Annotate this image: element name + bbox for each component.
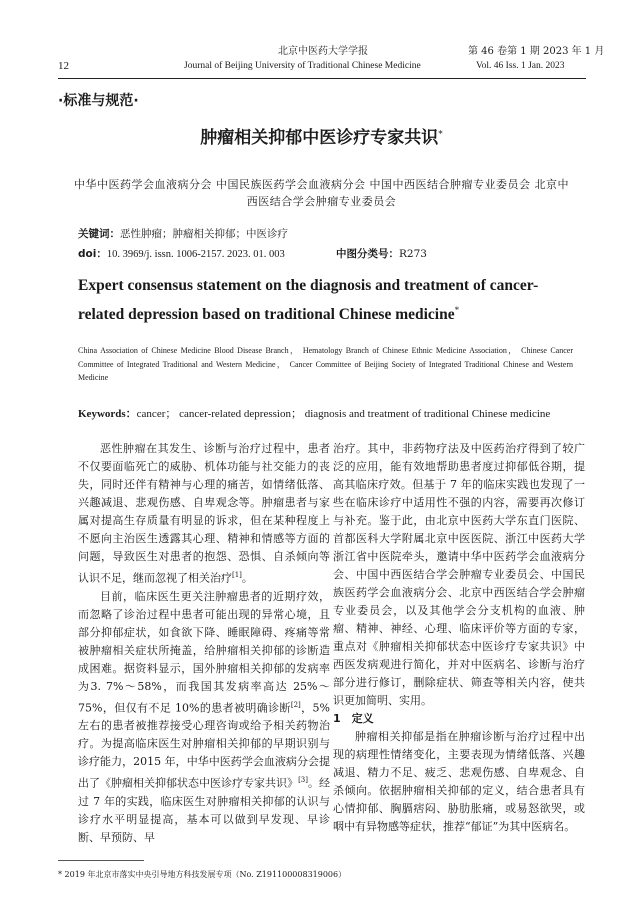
keywords-en-text: cancer； cancer-related depression； diagnosis and treatment of traditional Chinese medicine bbox=[136, 408, 551, 420]
text-run: 。 bbox=[241, 571, 253, 585]
keywords-cn bbox=[78, 226, 288, 241]
text-run: 。经过 7 年的实践，临床医生对肿瘤相关抑郁的认识与诊疗水平明显提高，基本可以做到早发现、早诊断、早预防、早 bbox=[78, 776, 331, 844]
footnote-rule bbox=[58, 860, 144, 861]
text-run: 目前，临床医生更关注肿瘤患者的近期疗效，而忽略了诊治过程中患者可能出现的异常心境，且部分抑郁症状，如食欲下降、睡眠障碍、疼痛等常被肿瘤相关症状所掩盖，给肿瘤相关抑郁的诊断造成困难。据资料显示，国外肿瘤相关抑郁的发病率为3. 7%～58%，而我国其发病率高达 25%～75%，但仅有不足 10%的患者被明确诊断 bbox=[78, 589, 330, 715]
doi bbox=[78, 246, 285, 261]
citation: [3] bbox=[298, 776, 308, 785]
keywords-cn-label: 关键词： bbox=[78, 228, 120, 240]
authors-cn: 中华中医药学会血液病分会 中国民族医药学会血液病分会 中国中西医结合肿瘤专业委员会 北京中西医结合学会肿瘤专业委员会 bbox=[74, 178, 569, 208]
article-title-cn bbox=[0, 123, 643, 148]
doi-label: doi： bbox=[78, 248, 107, 260]
clc-value: R273 bbox=[399, 248, 427, 260]
journal-name-en: Journal of Beijing University of Traditional Chinese Medicine bbox=[184, 61, 421, 71]
keywords-en bbox=[78, 405, 550, 421]
section-label: ·标准与规范· bbox=[58, 93, 139, 109]
citation: [2] bbox=[290, 700, 301, 709]
header-rule bbox=[58, 78, 586, 79]
title-cn-text: 肿瘤相关抑郁中医诊疗专家共识 bbox=[200, 128, 439, 148]
volume-info-en: Vol. 46 Iss. 1 Jan. 2023 bbox=[476, 61, 565, 71]
clc-number bbox=[336, 246, 427, 261]
citation: [1] bbox=[232, 571, 242, 579]
text-run: ，5%左右的患者被推荐接受心理咨询或给予相关药物治疗。为提高临床医生对肿瘤相关抑郁的早期识别与诊疗能力，2015 年，中华中医药学会血液病分会提出了《肿瘤相关抑郁状态中医诊疗专家共识》 bbox=[78, 701, 330, 790]
clc-label: 中图分类号： bbox=[336, 248, 399, 260]
keywords-en-label: Keywords： bbox=[78, 408, 137, 420]
title-en-text: Expert consensus statement on the diagnosis and treatment of cancer-related depression based on traditional Chinese medicine bbox=[78, 277, 539, 324]
keywords-cn-text: 恶性肿瘤；肿瘤相关抑郁；中医诊疗 bbox=[120, 228, 288, 240]
title-footnote-mark: * bbox=[438, 129, 443, 140]
journal-name-cn: 北京中医药大学学报 bbox=[278, 46, 368, 57]
footnote: * 2019 年北京市落实中央引导地方科技发展专项（No. Z191100008319006） bbox=[58, 870, 347, 879]
authors-en: China Association of Chinese Medicine Blood Disease Branch， Hematology Branch of Chinese Ethnic Medicine Association， Chinese Cancer Committee of Integrated Traditional and Western Medicine， Cancer Committee of Beijing Society of Integrated Traditional Chinese and Western Medicine bbox=[78, 346, 573, 382]
volume-info-cn: 第 46 卷第 1 期 2023 年 1 月 bbox=[468, 46, 605, 57]
body-column-right bbox=[333, 440, 585, 836]
article-title-en bbox=[78, 273, 578, 327]
paragraph: 肿瘤相关抑郁是指在肿瘤诊断与治疗过程中出现的病理性情绪变化，主要表现为情绪低落、兴趣减退、精力不足、疲乏、悲观伤感、自卑观念、自杀倾向。依据肿瘤相关抑郁的定义，结合患者具有心情抑郁、胸膈痞闷、胁肋胀痛，或易怒欲哭，或咽中有异物感等症状，推荐“郁证”为其中医病名。 bbox=[333, 730, 585, 833]
page-number: 12 bbox=[58, 60, 69, 72]
body-column-left bbox=[78, 440, 330, 847]
paragraph bbox=[78, 588, 330, 847]
paragraph bbox=[78, 440, 330, 588]
paragraph: 治疗。其中，非药物疗法及中医药治疗得到了较广泛的应用，能有效地帮助患者度过抑郁低谷期，提高其临床疗效。但基于 7 年的临床实践也发现了一些在临床诊疗中适用性不强的内容，需要再次修订与补充。鉴于此，由北京中医药大学东直门医院、首都医科大学附属北京中医医院、浙江中医药大学浙江省中医院牵头，邀请中华中医药学会血液病分会、中国中西医结合学会肿瘤专业委员会、中国民族医药学会血液病分会、北京中西医结合学会肿瘤专业委员会，以及其他学会分支机构的血液、肿瘤、精神、神经、心理、临床评价等方面的专家，重点对《肿瘤相关抑郁状态中医诊疗专家共识》中西医发病观进行简化，并对中医病名、诊断与治疗部分进行修订，删除症状、筛查等相关内容，使共识更加简明、实用。 bbox=[333, 442, 585, 707]
section-heading: 1 定义 bbox=[333, 712, 374, 725]
doi-value: 10. 3969/j. issn. 1006-2157. 2023. 01. 003 bbox=[106, 249, 285, 260]
title-en-footnote-mark: * bbox=[454, 305, 460, 315]
text-run: 恶性肿瘤在其发生、诊断与治疗过程中，患者不仅要面临死亡的威胁、机体功能与社交能力的丧失，同时还伴有精神与心理的痛苦，如情绪低落、兴趣减退、悲观伤感、自卑观念等。肿瘤患者与家属对提高生存质量有明显的诉求，但在某种程度上不愿向主治医生透露其心理、精神和情感等方面的问题，导致医生对患者的抱怨、恐惧、自杀倾向等认识不足，继而忽视了相关治疗 bbox=[78, 442, 330, 585]
